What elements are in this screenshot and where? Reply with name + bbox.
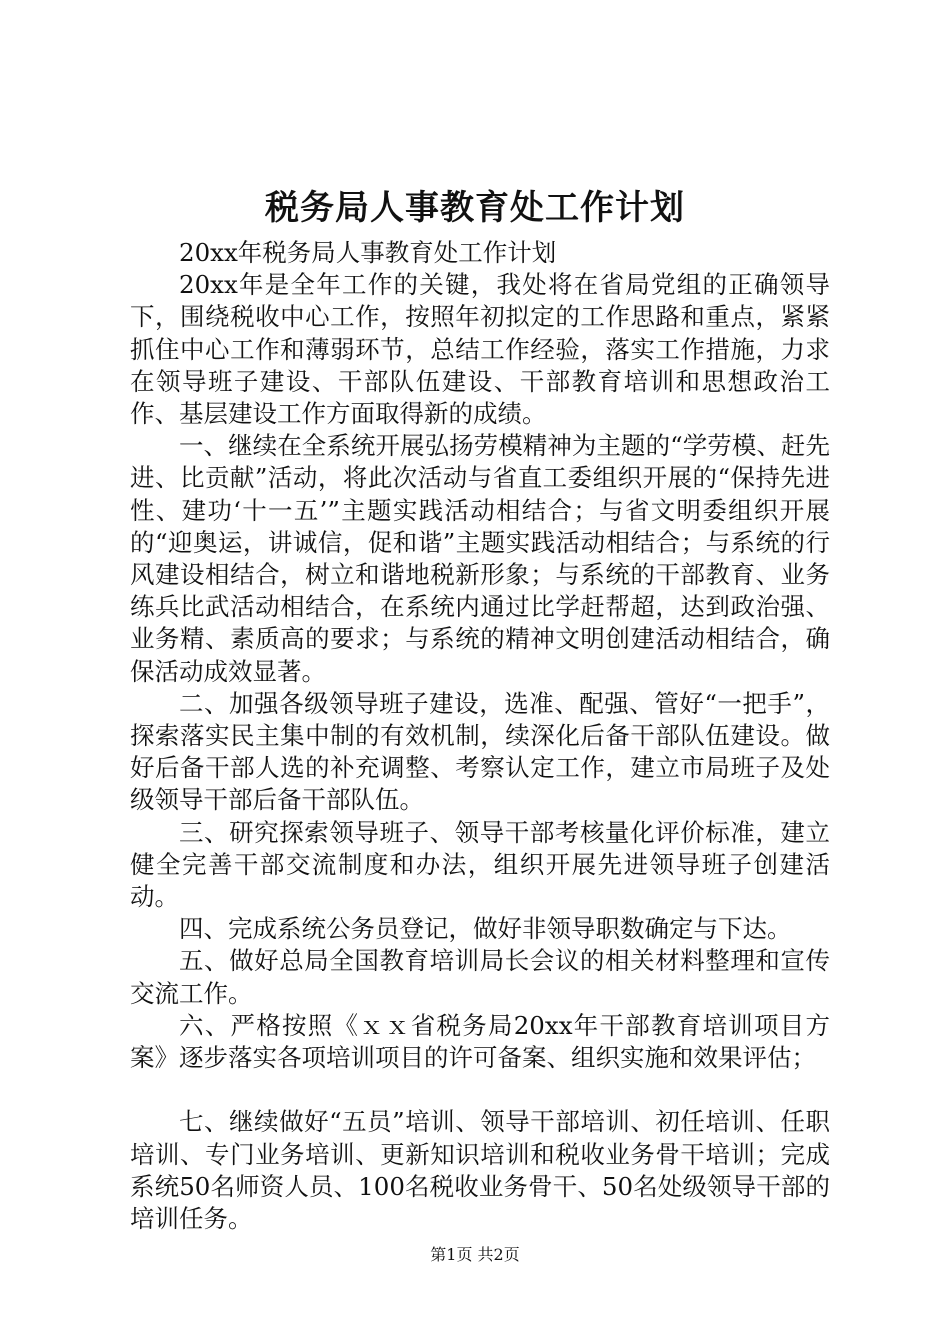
- paragraph-item-3: 三、研究探索领导班子、领导干部考核量化评价标准，建立健全完善干部交流制度和办法，组织开展先进领导班子创建活动。: [130, 817, 830, 912]
- paragraph-item-4: 四、完成系统公务员登记，做好非领导职数确定与下达。: [179, 914, 792, 944]
- paragraph-item-6: 六、严格按照《ｘｘ省税务局20xx年干部教育培训项目方案》逐步落实各项培训项目的许可备案、组织实施和效果评估；: [130, 1010, 830, 1073]
- document-title: 税务局人事教育处工作计划: [265, 188, 685, 228]
- paragraph-item-5: 五、做好总局全国教育培训局长会议的相关材料整理和宣传交流工作。: [130, 946, 830, 1008]
- document-body: [130, 237, 830, 1235]
- paragraph-intro: 20xx年是全年工作的关键，我处将在省局党组的正确领导下，围绕税收中心工作，按照年初拟定的工作思路和重点，紧紧抓住中心工作和薄弱环节，总结工作经验，落实工作措施，力求在领导班子建设、干部队伍建设、干部教育培训和思想政治工作、基层建设工作方面取得新的成绩。: [130, 270, 830, 429]
- page-footer: 第1页 共2页: [430, 1245, 520, 1264]
- paragraph-subtitle: 20xx年税务局人事教育处工作计划: [179, 238, 557, 267]
- paragraph-item-2: 二、加强各级领导班子建设，选准、配强、管好“一把手”，探索落实民主集中制的有效机制，续深化后备干部队伍建设。做好后备干部人选的补充调整、考察认定工作，建立市局班子及处级领导干部后备干部队伍。: [130, 688, 830, 815]
- paragraph-item-7: 七、继续做好“五员”培训、领导干部培训、初任培训、任职培训、专门业务培训、更新知识培训和税收业务骨干培训；完成系统50名师资人员、100名税收业务骨干、50名处级领导干部的培训任务。: [130, 1107, 830, 1234]
- paragraph-item-1: 一、继续在全系统开展弘扬劳模精神为主题的“学劳模、赶先进、比贡献”活动，将此次活动与省直工委组织开展的“保持先进性、建功‘十一五’”主题实践活动相结合；与省文明委组织开展的“迎奥运，讲诚信，促和谐”主题实践活动相结合；与系统的行风建设相结合，树立和谐地税新形象；与系统的干部教育、业务练兵比武活动相结合，在系统内通过比学赶帮超，达到政治强、业务精、素质高的要求；与系统的精神文明创建活动相结合，确保活动成效显著。: [130, 431, 830, 686]
